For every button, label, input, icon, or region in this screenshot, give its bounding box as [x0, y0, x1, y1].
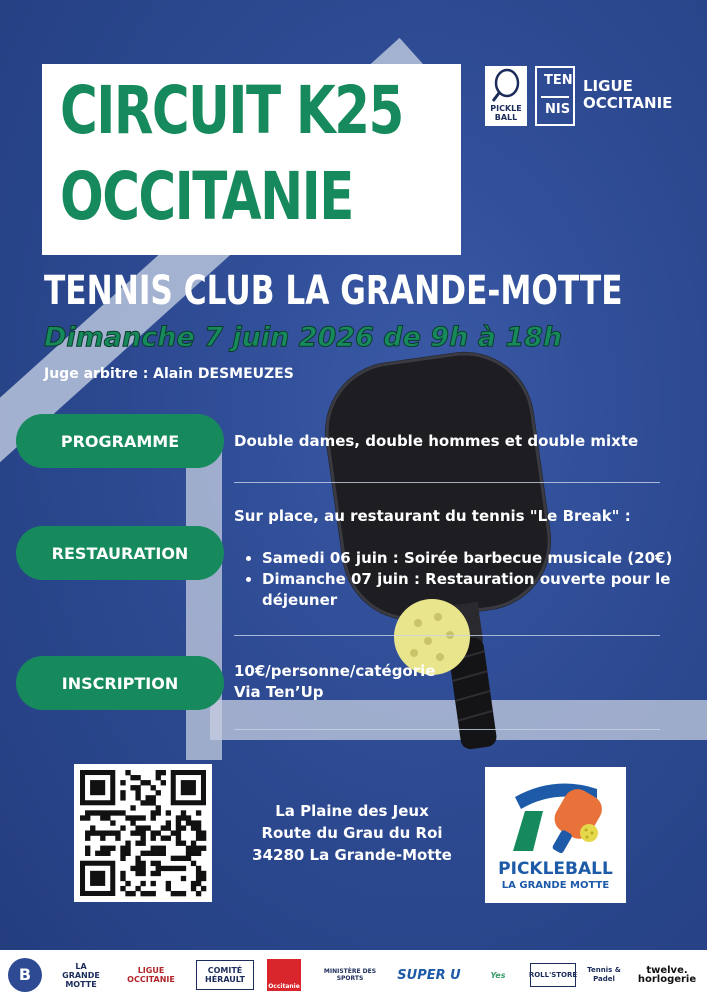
ligue-logo-block: [485, 66, 695, 128]
restauration-intro: Sur place, au restaurant du tennis "Le Break" :: [234, 507, 631, 525]
list-item: • Dimanche 07 juin : Restauration ouverte pour le déjeuner: [262, 569, 707, 611]
club-emblem-icon: [485, 767, 626, 857]
sponsor-logo-2: LA GRANDE MOTTE: [62, 961, 100, 989]
inscription-via: Via Ten’Up: [234, 683, 324, 701]
address-line-2: Route du Grau du Roi: [261, 824, 443, 842]
separator-3: [234, 729, 660, 730]
pickleball-badge-logo: [485, 66, 527, 126]
pickleball-badge-text: PICKLE BALL: [490, 104, 522, 122]
sponsor-logo-5: [266, 956, 302, 994]
court-line-vertical: [186, 430, 222, 760]
sponsor-logo-9: ROLL'STORE: [530, 963, 576, 987]
address: [232, 800, 472, 866]
club-logo-line-2: LA GRANDE MOTTE: [501, 880, 610, 891]
inscription-text: [234, 661, 435, 703]
circle-b-icon: B: [8, 958, 42, 992]
sponsor-logo-6: MINISTÈRE DES SPORTS: [323, 968, 377, 982]
tennis-badge-logo: [535, 66, 575, 126]
qr-code[interactable]: [74, 764, 212, 902]
event-date: Dimanche 7 juin 2026 de 9h à 18h: [44, 322, 563, 353]
title-line-2: OCCITANIE: [60, 158, 353, 235]
inscription-price: 10€/personne/catégorie: [234, 662, 436, 680]
sponsor-logo-3: LIGUE OCCITANIE: [127, 966, 175, 984]
sponsor-logo-4: COMITÉ HÉRAULT: [196, 960, 254, 990]
title-line-1: CIRCUIT K25: [60, 72, 403, 149]
club-name: TENNIS CLUB LA GRANDE-MOTTE: [44, 268, 623, 314]
paddle-icon: [485, 66, 527, 104]
sponsor-logo-8: Yes: [490, 970, 506, 980]
tennis-badge-bottom: NIS: [545, 102, 571, 117]
sponsor-logo-1: [8, 956, 42, 994]
restauration-pill: RESTAURATION: [16, 526, 224, 580]
ligue-line-1: LIGUE: [583, 77, 633, 95]
club-logo-line-1: PICKLEBALL: [498, 859, 613, 879]
sponsor-logo-7: SUPER U: [397, 967, 461, 983]
title-box: [42, 64, 461, 255]
sponsor-logo-10: Tennis & Padel: [587, 966, 621, 983]
separator-1: [234, 482, 660, 483]
inscription-pill: INSCRIPTION: [16, 656, 224, 710]
list-item: • Samedi 06 juin : Soirée barbecue musicale (20€): [262, 548, 707, 569]
sponsor-footer: [0, 950, 707, 1000]
programme-pill: PROGRAMME: [16, 414, 224, 468]
address-line-3: 34280 La Grande-Motte: [252, 846, 452, 864]
tennis-badge-top: TEN: [544, 73, 573, 88]
address-line-1: La Plaine des Jeux: [275, 802, 429, 820]
programme-text: Double dames, double hommes et double mixte: [234, 432, 639, 450]
qr-code-icon: [74, 764, 212, 902]
tennis-badge-divider: [541, 96, 569, 98]
occitanie-cross-icon: Occitanie: [267, 959, 301, 991]
separator-2: [234, 635, 660, 636]
juge-arbitre: Juge arbitre : Alain DESMEUZES: [44, 366, 294, 382]
pickleball-la-grande-motte-logo: [485, 767, 626, 903]
sponsor-logo-11: twelve. horlogerie: [637, 965, 697, 985]
restauration-list: [244, 548, 707, 611]
ligue-line-2: OCCITANIE: [583, 94, 673, 112]
ligue-occitanie-text: [583, 78, 672, 112]
